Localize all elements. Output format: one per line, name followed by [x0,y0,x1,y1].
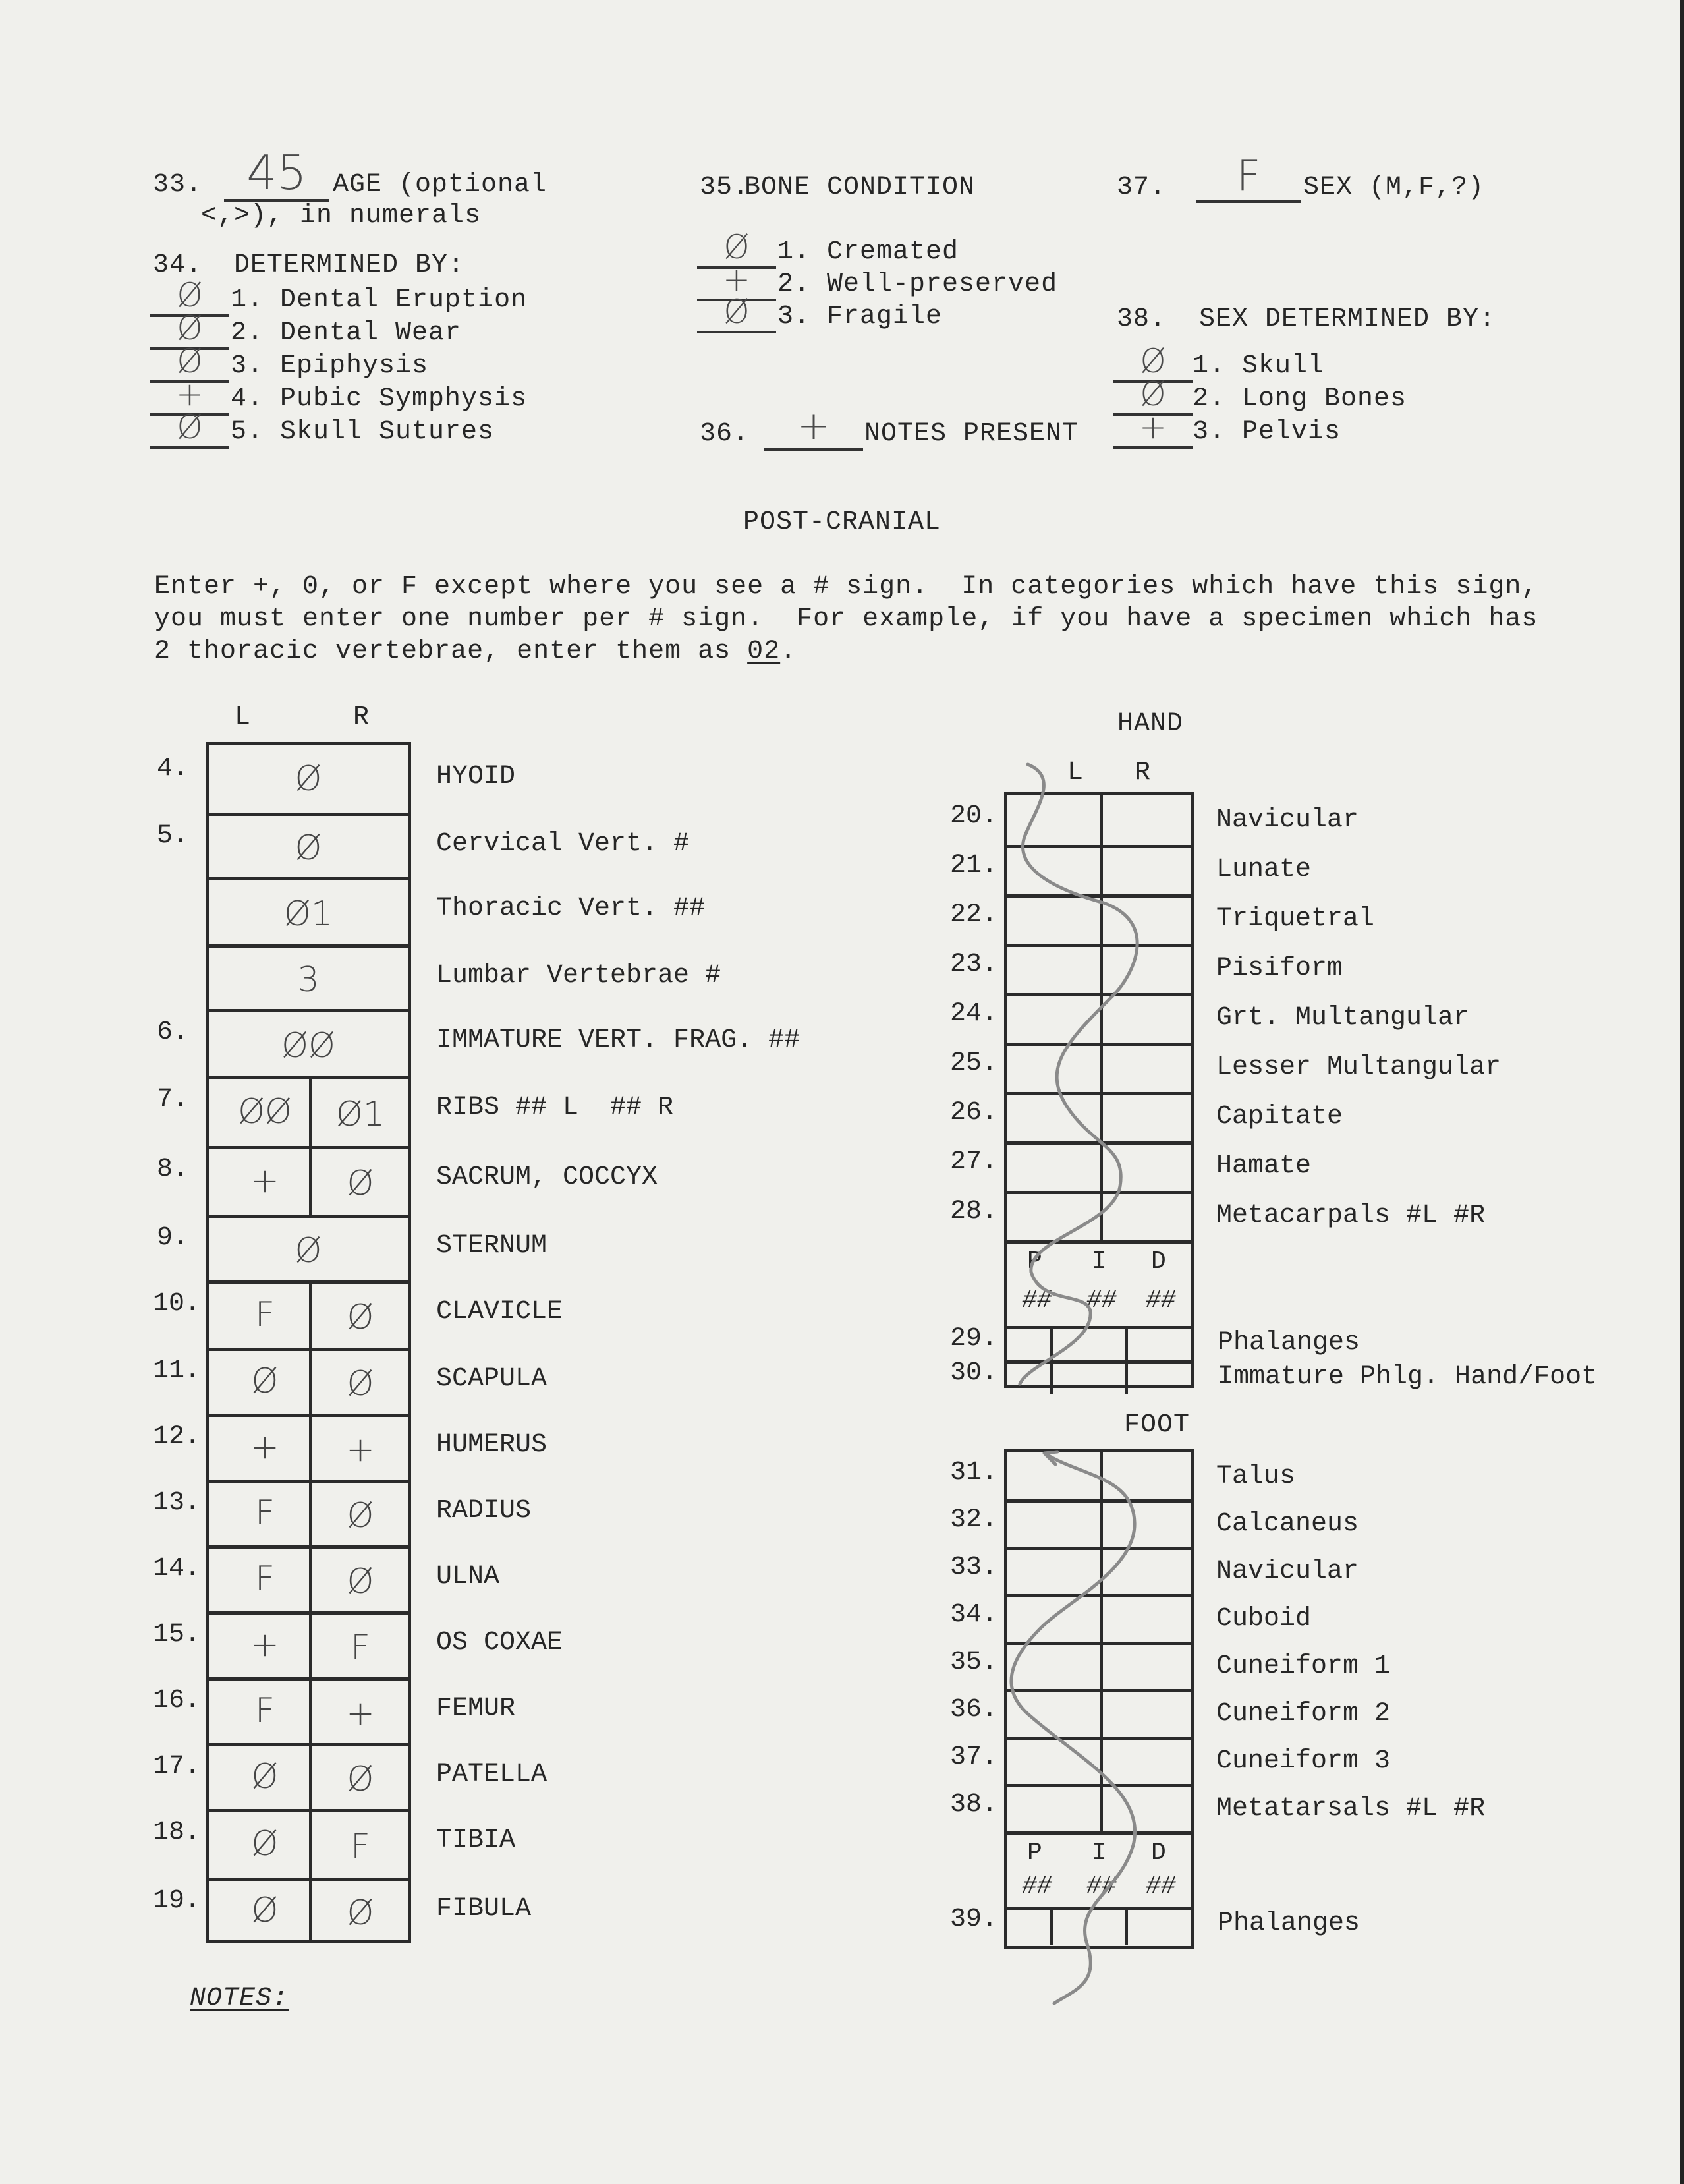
left-cell-value[interactable]: + [250,1161,279,1201]
bone-condition-mark-2[interactable]: + [697,260,776,301]
foot-phalanx-d-cell[interactable] [1128,1910,1194,1945]
hand-right-cell[interactable] [1103,1095,1191,1141]
hand-phalanx-d-label: D [1151,1248,1166,1276]
bone-label: OS COXAE [436,1628,563,1657]
hand-left-cell[interactable] [1007,848,1100,894]
foot-right-cell[interactable] [1103,1503,1191,1547]
hand-bone-label: Grt. Multangular [1216,1003,1470,1033]
hand-phalanx-i-label: I [1092,1248,1107,1276]
bone-condition-item-2: 2. Well-preserved [777,270,1058,299]
cell-value[interactable]: Ø1 [283,894,333,934]
left-table-col-r: R [353,703,370,732]
cell-value[interactable]: Ø [295,828,322,868]
row-number: 23. [950,950,998,979]
foot-right-cell[interactable] [1103,1550,1191,1594]
hand-right-cell[interactable] [1103,795,1191,845]
q35-number: 35. [700,173,750,202]
right-cell-value[interactable]: + [346,1430,375,1470]
row-number: 14. [153,1554,201,1584]
hand-right-cell[interactable] [1103,848,1191,894]
sex-method-mark-3[interactable]: + [1113,408,1193,449]
row-divider [309,1812,312,1878]
foot-phalanx-p-cell[interactable] [1007,1910,1050,1945]
right-cell-value[interactable]: Ø [347,1164,374,1203]
left-table-col-l: L [235,703,252,732]
hand-left-cell[interactable] [1007,996,1100,1043]
left-cell-value[interactable]: F [255,1493,275,1533]
row-number: 11. [153,1356,201,1386]
foot-left-cell[interactable] [1007,1645,1100,1689]
hand-phalanx-header [1007,1240,1191,1326]
left-cell-value[interactable]: Ø [251,1891,279,1930]
sex-method-mark-2[interactable]: Ø [1113,375,1193,416]
row-divider [309,1483,312,1545]
row-number: 9. [157,1223,189,1253]
hand-phalanx-d-cell[interactable] [1128,1329,1194,1360]
age-method-item-2: 2. Dental Wear [231,318,462,348]
age-method-item-1: 1. Dental Eruption [231,285,528,315]
bone-label: SACRUM, COCCYX [436,1163,658,1192]
bone-label: TIBIA [436,1825,516,1855]
foot-bone-label: Navicular [1216,1557,1359,1586]
post-cranial-row [209,813,408,877]
row-number: 38. [950,1790,998,1820]
hand-bone-label: Hamate [1216,1151,1312,1181]
bone-condition-mark-3[interactable]: Ø [697,293,776,333]
bone-label: IMMATURE VERT. FRAG. ## [436,1025,800,1055]
row-divider [309,1881,312,1942]
right-cell-value[interactable]: Ø [347,1562,374,1601]
foot-right-cell[interactable] [1103,1452,1191,1499]
q38-number: 38. [1117,304,1167,334]
notes-label: NOTES: [190,1984,289,2013]
foot-right-cell[interactable] [1103,1692,1191,1737]
bone-condition-item-3: 3. Fragile [777,302,943,331]
hand-right-cell[interactable] [1103,898,1191,944]
bone-label: STERNUM [436,1231,547,1261]
foot-bone-label: Cuneiform 3 [1216,1746,1391,1776]
bone-condition-mark-1[interactable]: Ø [697,228,776,269]
foot-phalanx-p-hash: ## [1022,1872,1052,1901]
foot-bone-label: Metatarsals #L #R [1216,1794,1486,1824]
left-cell-value[interactable]: ØØ [238,1092,292,1132]
hand-left-cell[interactable] [1007,947,1100,993]
foot-table [1004,1449,1194,1949]
hand-left-cell[interactable] [1007,898,1100,944]
hand-row [1007,1092,1191,1141]
row-number: 30. [950,1358,998,1388]
left-cell-value[interactable]: Ø [251,1362,279,1401]
row-number: 39. [950,1905,998,1934]
row-divider [309,1549,312,1611]
row-number: 33. [950,1553,998,1582]
row-number: 29. [950,1324,998,1354]
right-cell-value[interactable]: Ø1 [335,1095,385,1134]
notes-present-label: NOTES PRESENT [864,419,1079,449]
hand-col-r: R [1135,758,1152,788]
age-method-mark-4[interactable]: + [150,375,229,416]
hand-phalanx-d-hash: ## [1146,1286,1176,1315]
foot-right-cell[interactable] [1103,1597,1191,1642]
age-method-item-3: 3. Epiphysis [231,351,429,381]
hand-bone-label: Pisiform [1216,954,1343,983]
bone-label: RIBS ## L ## R [436,1093,674,1122]
row-number: 31. [950,1458,998,1487]
hand-table [1004,792,1194,1388]
hand-col-l: L [1067,758,1084,788]
foot-phalanx-d-hash: ## [1146,1872,1176,1901]
row-number: 12. [153,1422,201,1452]
foot-phalanx-p-label: P [1027,1839,1042,1867]
hand-row [1007,1043,1191,1092]
row-number: 35. [950,1648,998,1677]
foot-bone-label: Talus [1216,1462,1296,1491]
foot-bone-label: Cuneiform 1 [1216,1652,1391,1681]
hand-bone-label: Capitate [1216,1102,1343,1132]
row-number: 8. [157,1155,189,1184]
bone-label: Lumbar Vertebrae # [436,961,721,991]
foot-bone-label: Calcaneus [1216,1509,1359,1539]
row-number: 18. [153,1818,201,1847]
foot-phalanx-label: Phalanges [1218,1909,1361,1938]
foot-row [1007,1499,1191,1547]
sex-determined-by-title: SEX DETERMINED BY: [1199,304,1496,334]
hand-phalanx-label: Immature Phlg. Hand/Foot [1218,1362,1598,1392]
row-number: 37. [950,1742,998,1772]
post-cranial-row [209,1009,408,1076]
hand-row [1007,894,1191,944]
post-cranial-row [209,1743,408,1809]
hand-row [1007,993,1191,1043]
hand-row [1007,795,1191,845]
right-cell-value[interactable]: Ø [347,1364,374,1404]
sex-field[interactable]: F [1196,153,1301,203]
bone-label: RADIUS [436,1496,532,1526]
left-cell-value[interactable]: Ø [251,1824,279,1864]
hand-phalanx-row [1007,1326,1191,1360]
foot-phalanx-i-cell[interactable] [1053,1910,1125,1945]
row-number: 16. [153,1686,201,1715]
hand-phalanx-p-hash: ## [1022,1286,1052,1315]
foot-phalanx-i-hash: ## [1086,1872,1117,1901]
bone-label: HUMERUS [436,1430,547,1460]
foot-row [1007,1737,1191,1784]
instructions-line-1: Enter +, 0, or F except where you see a # sign. In categories which have this sign, [154,572,1538,602]
post-cranial-row [209,1809,408,1878]
post-cranial-row [209,1280,408,1348]
left-cell-value[interactable]: + [250,1625,279,1665]
row-number: 24. [950,999,998,1029]
instructions-line-3 [154,637,797,666]
right-cell-value[interactable]: F [351,1827,370,1866]
foot-row [1007,1594,1191,1642]
foot-row [1007,1452,1191,1499]
row-number: 13. [153,1488,201,1518]
hand-row [1007,1141,1191,1191]
row-number: 10. [153,1289,201,1319]
row-divider [309,1681,312,1743]
post-cranial-row [209,1611,408,1677]
q37-number: 37. [1117,173,1167,202]
foot-right-cell[interactable] [1103,1787,1191,1831]
foot-right-cell[interactable] [1103,1645,1191,1689]
hand-right-cell[interactable] [1103,1194,1191,1240]
row-number: 19. [153,1886,201,1916]
instructions-line-2: you must enter one number per # sign. For example, if you have a specimen which has [154,604,1538,634]
row-number: 15. [153,1620,201,1650]
bone-label: FIBULA [436,1894,532,1924]
row-number: 4. [157,754,189,784]
row-divider [309,1417,312,1480]
hand-left-cell[interactable] [1007,1046,1100,1092]
foot-left-cell[interactable] [1007,1452,1100,1499]
hand-phalanx-p-cell[interactable] [1007,1329,1050,1360]
right-cell-value[interactable]: Ø [347,1496,374,1536]
instructions-line-3-end: . [780,637,797,666]
age-label-cont: <,>), in numerals [201,201,482,231]
hand-right-cell[interactable] [1103,1046,1191,1092]
hand-left-cell[interactable] [1007,1095,1100,1141]
row-number: 17. [153,1752,201,1781]
age-label: AGE (optional [333,170,547,200]
post-cranial-row [209,1677,408,1743]
q34-number: 34. [153,250,203,280]
hand-bone-label: Lesser Multangular [1216,1052,1502,1082]
foot-left-cell[interactable] [1007,1740,1100,1784]
age-method-item-5: 5. Skull Sutures [231,417,495,447]
hand-right-cell[interactable] [1103,996,1191,1043]
row-number: 26. [950,1098,998,1128]
bone-label: ULNA [436,1562,500,1592]
q33-number: 33. [153,170,203,200]
age-determined-by-title: DETERMINED BY: [234,250,465,280]
hand-phalanx-label: Phalanges [1218,1328,1361,1358]
sex-method-item-2: 2. Long Bones [1193,384,1407,414]
row-number: 6. [157,1018,189,1047]
bone-label: FEMUR [436,1694,516,1723]
post-cranial-row [209,1878,408,1942]
age-method-mark-5[interactable]: Ø [150,408,229,449]
right-cell-value[interactable]: Ø [347,1760,374,1799]
age-method-mark-3[interactable]: Ø [150,342,229,383]
row-divider [309,1746,312,1809]
left-cell-value[interactable]: F [255,1559,275,1599]
q36-number: 36. [700,419,750,449]
hand-right-cell[interactable] [1103,1145,1191,1191]
bone-label: SCAPULA [436,1364,547,1394]
left-cell-value[interactable]: F [255,1295,275,1335]
hand-phalanx-row [1007,1360,1191,1394]
bone-condition-title: BONE CONDITION [744,173,976,202]
post-cranial-row [209,1348,408,1414]
row-number: 20. [950,801,998,831]
foot-left-cell[interactable] [1007,1692,1100,1737]
foot-row [1007,1689,1191,1737]
foot-row [1007,1642,1191,1689]
row-number: 22. [950,900,998,930]
right-cell-value[interactable]: Ø [347,1298,374,1337]
post-cranial-row [209,1076,408,1146]
sex-label: SEX (M,F,?) [1303,173,1485,202]
bone-label: Cervical Vert. # [436,829,690,859]
row-number: 21. [950,851,998,880]
row-number: 25. [950,1049,998,1078]
left-cell-value[interactable]: + [250,1427,279,1467]
bone-label: HYOID [436,762,516,791]
row-divider [309,1615,312,1677]
foot-left-cell[interactable] [1007,1550,1100,1594]
scan-edge [1680,0,1684,2184]
example-value: 02 [747,637,781,666]
hand-bone-label: Lunate [1216,855,1312,884]
foot-bone-label: Cuboid [1216,1604,1312,1634]
left-cell-value[interactable]: F [255,1691,275,1731]
row-number: 28. [950,1197,998,1226]
right-cell-value[interactable]: Ø [347,1893,374,1933]
hand-bone-label: Metacarpals #L #R [1216,1201,1486,1230]
foot-phalanx-header [1007,1831,1191,1907]
cell-value[interactable]: 3 [297,960,320,1000]
foot-left-cell[interactable] [1007,1597,1100,1642]
left-cell-value[interactable]: Ø [251,1757,279,1796]
hand-phalanx-i-cell[interactable] [1053,1364,1125,1394]
row-number: 5. [157,821,189,851]
hand-row [1007,944,1191,993]
foot-right-cell[interactable] [1103,1740,1191,1784]
row-divider [309,1079,312,1146]
hand-right-cell[interactable] [1103,947,1191,993]
hand-bone-label: Triquetral [1216,904,1375,934]
cell-value[interactable]: ØØ [281,1026,335,1066]
hand-left-cell[interactable] [1007,1194,1100,1240]
age-method-mark-1[interactable]: Ø [150,276,229,317]
foot-row [1007,1784,1191,1831]
hand-phalanx-d-cell[interactable] [1128,1364,1194,1394]
bone-label: Thoracic Vert. ## [436,894,706,923]
row-divider [309,1351,312,1414]
bone-condition-item-1: 1. Cremated [777,237,959,267]
hand-phalanx-p-label: P [1027,1248,1042,1276]
hand-title: HAND [1117,709,1184,739]
bone-label: PATELLA [436,1760,547,1789]
foot-phalanx-i-label: I [1092,1839,1107,1867]
hand-left-cell[interactable] [1007,1145,1100,1191]
row-number: 36. [950,1695,998,1725]
age-field[interactable]: 45 [224,146,329,202]
row-number: 32. [950,1505,998,1535]
right-cell-value[interactable]: F [351,1628,370,1667]
sex-method-item-1: 1. Skull [1193,351,1325,381]
foot-phalanx-d-label: D [1151,1839,1166,1867]
cell-value[interactable]: Ø [295,759,322,799]
hand-phalanx-p-cell[interactable] [1007,1364,1050,1394]
hand-row [1007,845,1191,894]
hand-left-cell[interactable] [1007,795,1100,845]
notes-present-field[interactable]: + [764,403,863,451]
sex-method-mark-1[interactable]: Ø [1113,342,1193,383]
post-cranial-row [209,1414,408,1480]
post-cranial-row [209,745,408,813]
foot-row [1007,1547,1191,1594]
age-method-item-4: 4. Pubic Symphysis [231,384,528,414]
post-cranial-row [209,1146,408,1215]
foot-bone-label: Cuneiform 2 [1216,1699,1391,1729]
cell-value[interactable]: Ø [295,1231,322,1271]
row-divider [309,1284,312,1348]
age-method-mark-2[interactable]: Ø [150,309,229,350]
hand-phalanx-i-cell[interactable] [1053,1329,1125,1360]
post-cranial-row [209,944,408,1009]
post-cranial-table [206,742,411,1943]
post-cranial-title: POST-CRANIAL [743,507,941,537]
row-number: 7. [157,1085,189,1114]
foot-left-cell[interactable] [1007,1787,1100,1831]
hand-row [1007,1191,1191,1240]
hand-phalanx-i-hash: ## [1086,1286,1117,1315]
instructions-line-3-text: 2 thoracic vertebrae, enter them as [154,637,748,666]
post-cranial-row [209,1480,408,1545]
foot-title: FOOT [1124,1410,1191,1440]
post-cranial-row [209,1545,408,1611]
post-cranial-row [209,877,408,944]
foot-phalanx-row [1007,1907,1191,1945]
row-divider [309,1149,312,1215]
row-number: 34. [950,1600,998,1630]
bone-label: CLAVICLE [436,1297,563,1327]
row-number: 27. [950,1147,998,1177]
hand-bone-label: Navicular [1216,805,1359,835]
post-cranial-row [209,1215,408,1280]
foot-left-cell[interactable] [1007,1503,1100,1547]
right-cell-value[interactable]: + [346,1694,375,1733]
sex-method-item-3: 3. Pelvis [1193,417,1341,447]
